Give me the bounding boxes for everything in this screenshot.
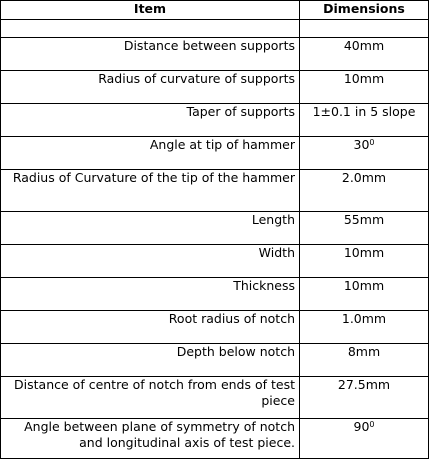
table-row — [1, 103, 429, 136]
item-cell: Width — [1, 244, 300, 277]
item-cell: Depth below notch — [1, 344, 300, 377]
dimension-value: 2.0mm — [341, 170, 387, 186]
item-column-header: Item — [1, 1, 300, 20]
dimension-cell — [300, 170, 429, 211]
table-row — [1, 377, 429, 418]
table-row — [1, 310, 429, 343]
table-row — [1, 170, 429, 211]
dimension-cell — [300, 37, 429, 70]
item-cell: Distance between supports — [1, 37, 300, 70]
item-cell: Distance of centre of notch from ends of test piece — [1, 377, 300, 418]
item-cell: Length — [1, 211, 300, 244]
dimension-cell — [300, 310, 429, 343]
dimension-value: 10mm — [343, 277, 385, 293]
header-row — [1, 1, 429, 20]
dimension-cell — [300, 103, 429, 136]
dimension-value: 1±0.1 in 5 slope — [312, 103, 416, 119]
item-cell: Radius of Curvature of the tip of the hammer — [1, 170, 300, 211]
dimension-cell — [300, 344, 429, 377]
dimension-value: 30 — [353, 136, 370, 152]
dimension-value: 10mm — [343, 244, 385, 260]
table-row — [1, 244, 429, 277]
dimension-cell — [300, 211, 429, 244]
degree-superscript: 0 — [369, 137, 375, 147]
item-cell: Root radius of notch — [1, 310, 300, 343]
item-cell: Taper of supports — [1, 103, 300, 136]
dimension-value: 8mm — [347, 344, 381, 359]
table-row — [1, 136, 429, 169]
dimensions-column-header: Dimensions — [300, 1, 429, 20]
item-cell: Radius of curvature of supports — [1, 70, 300, 103]
table-row — [1, 37, 429, 70]
spacer-row — [1, 20, 429, 38]
table-row — [1, 277, 429, 310]
dimension-cell — [300, 70, 429, 103]
table-row — [1, 211, 429, 244]
table-row — [1, 418, 429, 458]
item-cell: Angle between plane of symmetry of notch and longitudinal axis of test piece. — [1, 418, 300, 458]
dimension-cell — [300, 244, 429, 277]
dimension-value: 90 — [353, 418, 370, 434]
spacer-cell — [1, 20, 300, 38]
dimension-cell — [300, 136, 429, 169]
item-cell: Angle at tip of hammer — [1, 136, 300, 169]
dimension-cell — [300, 377, 429, 418]
dimension-cell — [300, 277, 429, 310]
dimension-cell — [300, 418, 429, 458]
dimension-value: 55mm — [343, 211, 385, 227]
dimension-value: 10mm — [343, 70, 385, 86]
dimension-value: 27.5mm — [337, 377, 391, 393]
table-header — [1, 1, 429, 20]
item-cell: Thickness — [1, 277, 300, 310]
table-row — [1, 344, 429, 377]
dimension-value: 1.0mm — [341, 310, 387, 326]
table-row — [1, 70, 429, 103]
degree-superscript: 0 — [369, 419, 375, 429]
dimension-value: 40mm — [343, 37, 385, 53]
table-body — [1, 20, 429, 459]
spacer-cell — [300, 20, 429, 38]
